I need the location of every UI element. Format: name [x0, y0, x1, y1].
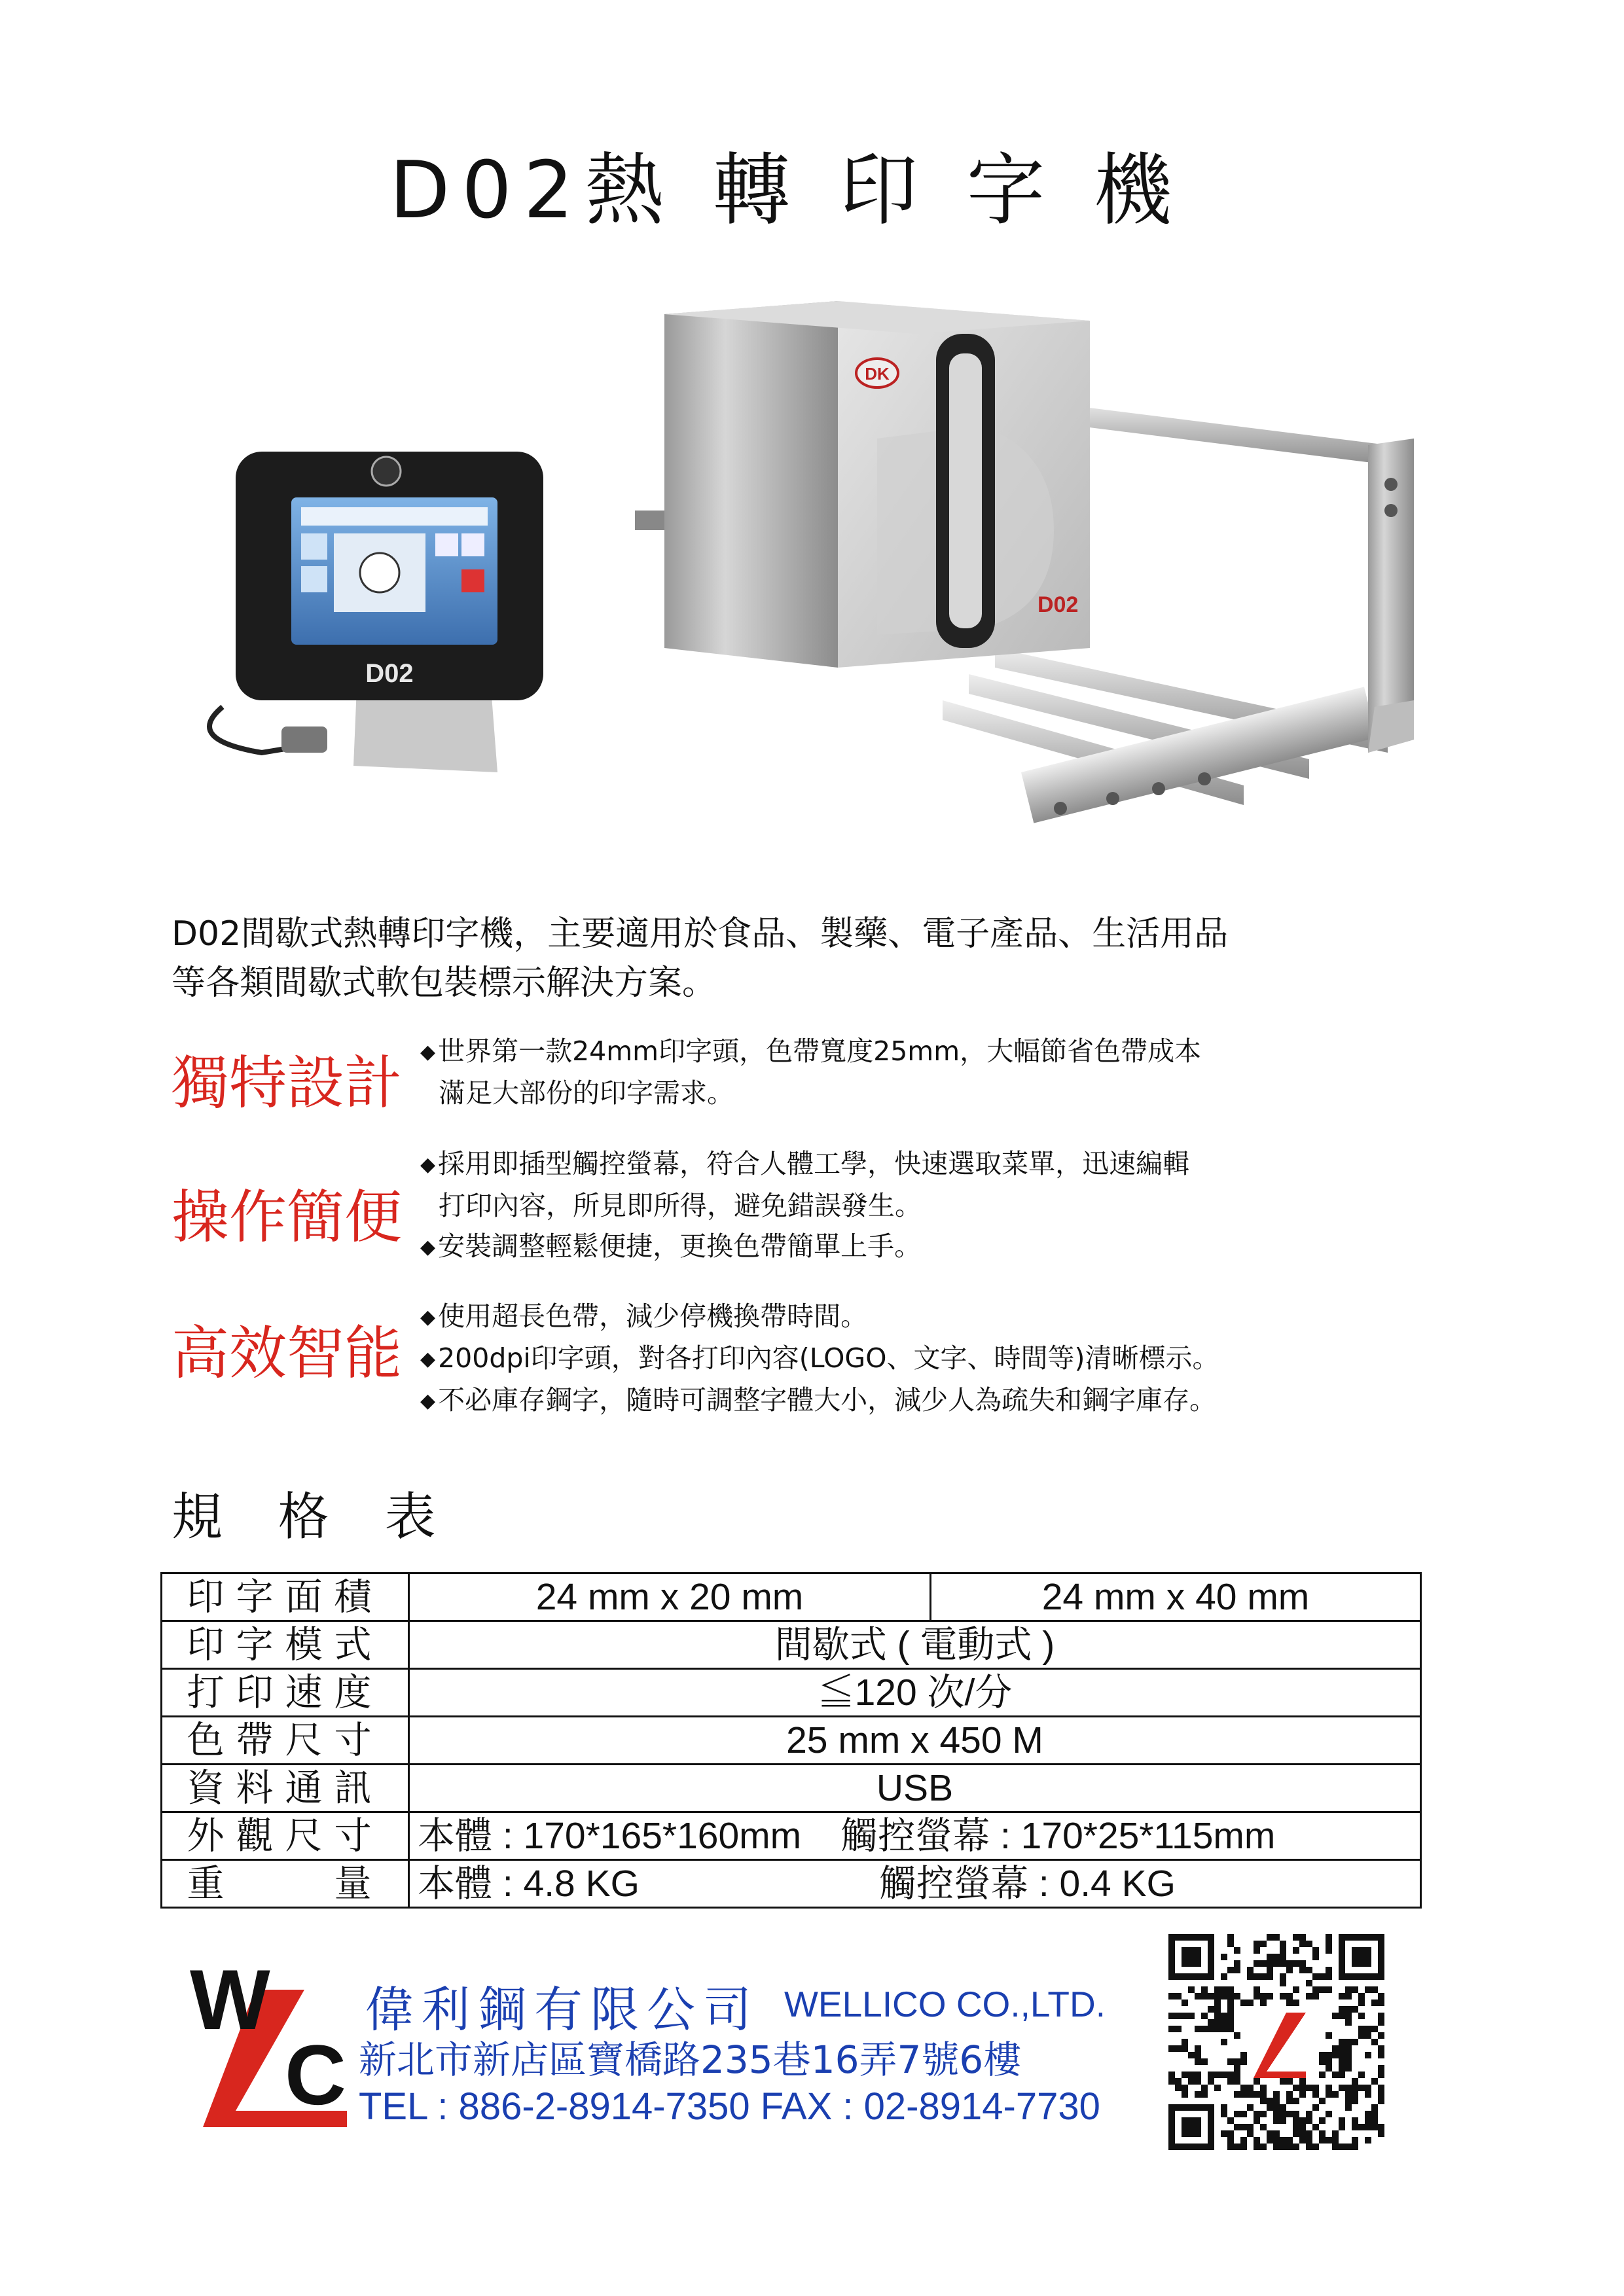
table-row — [162, 1621, 1421, 1669]
bullet-item — [420, 1226, 1189, 1268]
spec-table — [160, 1572, 1422, 1909]
intro-line-2: 等各類間歇式軟包裝標示解決方案。 — [171, 963, 717, 1003]
feature-title-high-efficiency: 高效智能 — [171, 1319, 403, 1387]
spec-value: ≦120 次/分 — [409, 1669, 1421, 1717]
diamond-bullet-icon: ◆ — [420, 1041, 436, 1064]
spec-label: 印字模式 — [162, 1621, 409, 1669]
company-address: 新北市新店區寶橋路235巷16弄7號6樓 — [359, 2037, 1022, 2082]
product-photo — [183, 281, 1453, 890]
spec-value: 間歇式 ( 電動式 ) — [409, 1621, 1421, 1669]
bullet-continuation: 滿足大部份的印字需求。 — [439, 1077, 734, 1109]
table-row — [162, 1765, 1421, 1812]
bullet-item — [420, 1031, 1201, 1073]
spec-value: 24 mm x 20 mm — [409, 1573, 931, 1621]
logo-letter-w: W — [190, 1957, 270, 2047]
spec-value: 25 mm x 450 M — [409, 1717, 1421, 1765]
spec-label: 印字面積 — [162, 1573, 409, 1621]
spec-value: USB — [409, 1765, 1421, 1812]
spec-label: 重 量 — [162, 1860, 409, 1908]
diamond-bullet-icon: ◆ — [420, 1306, 436, 1329]
spec-label: 色帶尺寸 — [162, 1717, 409, 1765]
spec-value — [409, 1860, 1421, 1908]
diamond-bullet-icon: ◆ — [420, 1390, 436, 1412]
company-name-en: WELLICO CO.,LTD. — [784, 1984, 1106, 2024]
table-row — [162, 1669, 1421, 1717]
bullet-item — [420, 1338, 1219, 1380]
bullet-text: 使用超長色帶，減少停機換帶時間。 — [438, 1300, 868, 1332]
feature-title-easy-operation: 操作簡便 — [171, 1183, 403, 1251]
feature-title-unique-design: 獨特設計 — [171, 1049, 403, 1117]
spec-screen-weight: 觸控螢幕 : 0.4 KG — [879, 1863, 1176, 1905]
diamond-bullet-icon: ◆ — [420, 1348, 436, 1371]
bullet-text: 採用即插型觸控螢幕，符合人體工學，快速選取菜單，迅速編輯 — [438, 1148, 1190, 1179]
company-contact: TEL : 886-2-8914-7350 FAX : 02-8914-7730 — [359, 2085, 1100, 2128]
diamond-bullet-icon: ◆ — [420, 1153, 436, 1176]
bullet-continuation: 打印內容，所見即所得，避免錯誤發生。 — [439, 1190, 922, 1221]
feature-bullets-easy-operation — [420, 1143, 1189, 1268]
logo-letter-c: C — [285, 2027, 346, 2123]
spec-screen-dimensions: 觸控螢幕 : 170*25*115mm — [840, 1815, 1276, 1857]
diamond-bullet-icon: ◆ — [420, 1236, 436, 1259]
spec-body-dimensions: 本體 : 170*165*160mm — [418, 1815, 802, 1857]
spec-value — [409, 1812, 1421, 1860]
company-logo — [183, 1957, 360, 2134]
spec-label: 打印速度 — [162, 1669, 409, 1717]
qr-code — [1168, 1934, 1384, 2150]
table-row — [162, 1812, 1421, 1860]
feature-bullets-unique-design — [420, 1031, 1201, 1113]
bullet-text: 安裝調整輕鬆便捷，更換色帶簡單上手。 — [438, 1230, 922, 1262]
brand-mark: DK — [865, 364, 890, 384]
spec-label: 資料通訊 — [162, 1765, 409, 1812]
bullet-text: 200dpi印字頭，對各打印內容(LOGO、文字、時間等)清晰標示。 — [438, 1342, 1219, 1374]
bullet-text: 不必庫存鋼字，隨時可調整字體大小，減少人為疏失和鋼字庫存。 — [438, 1384, 1217, 1416]
table-row — [162, 1860, 1421, 1908]
spec-table-heading: 規 格 表 — [171, 1488, 456, 1547]
table-row — [162, 1717, 1421, 1765]
printer-body — [664, 301, 1090, 668]
spec-label: 外觀尺寸 — [162, 1812, 409, 1860]
printer-model-label: D02 — [1038, 592, 1079, 617]
feature-bullets-high-efficiency — [420, 1296, 1219, 1422]
bullet-item — [420, 1143, 1189, 1185]
controller-unit — [209, 452, 543, 772]
intro-line-1: D02間歇式熱轉印字機，主要適用於食品、製藥、電子產品、生活用品 — [171, 914, 1229, 954]
table-row — [162, 1573, 1421, 1621]
bullet-item — [420, 1380, 1219, 1422]
spec-body-weight: 本體 : 4.8 KG — [418, 1863, 640, 1905]
bullet-item — [420, 1296, 1219, 1338]
bullet-text: 世界第一款24mm印字頭，色帶寬度25mm，大幅節省色帶成本 — [438, 1035, 1202, 1067]
page-title: D02熱 轉 印 字 機 — [389, 145, 1184, 236]
company-name: 偉利鋼有限公司 — [365, 1982, 759, 2038]
spec-value: 24 mm x 40 mm — [931, 1573, 1421, 1621]
controller-model-label: D02 — [365, 659, 414, 688]
intro-text — [171, 910, 1415, 1008]
